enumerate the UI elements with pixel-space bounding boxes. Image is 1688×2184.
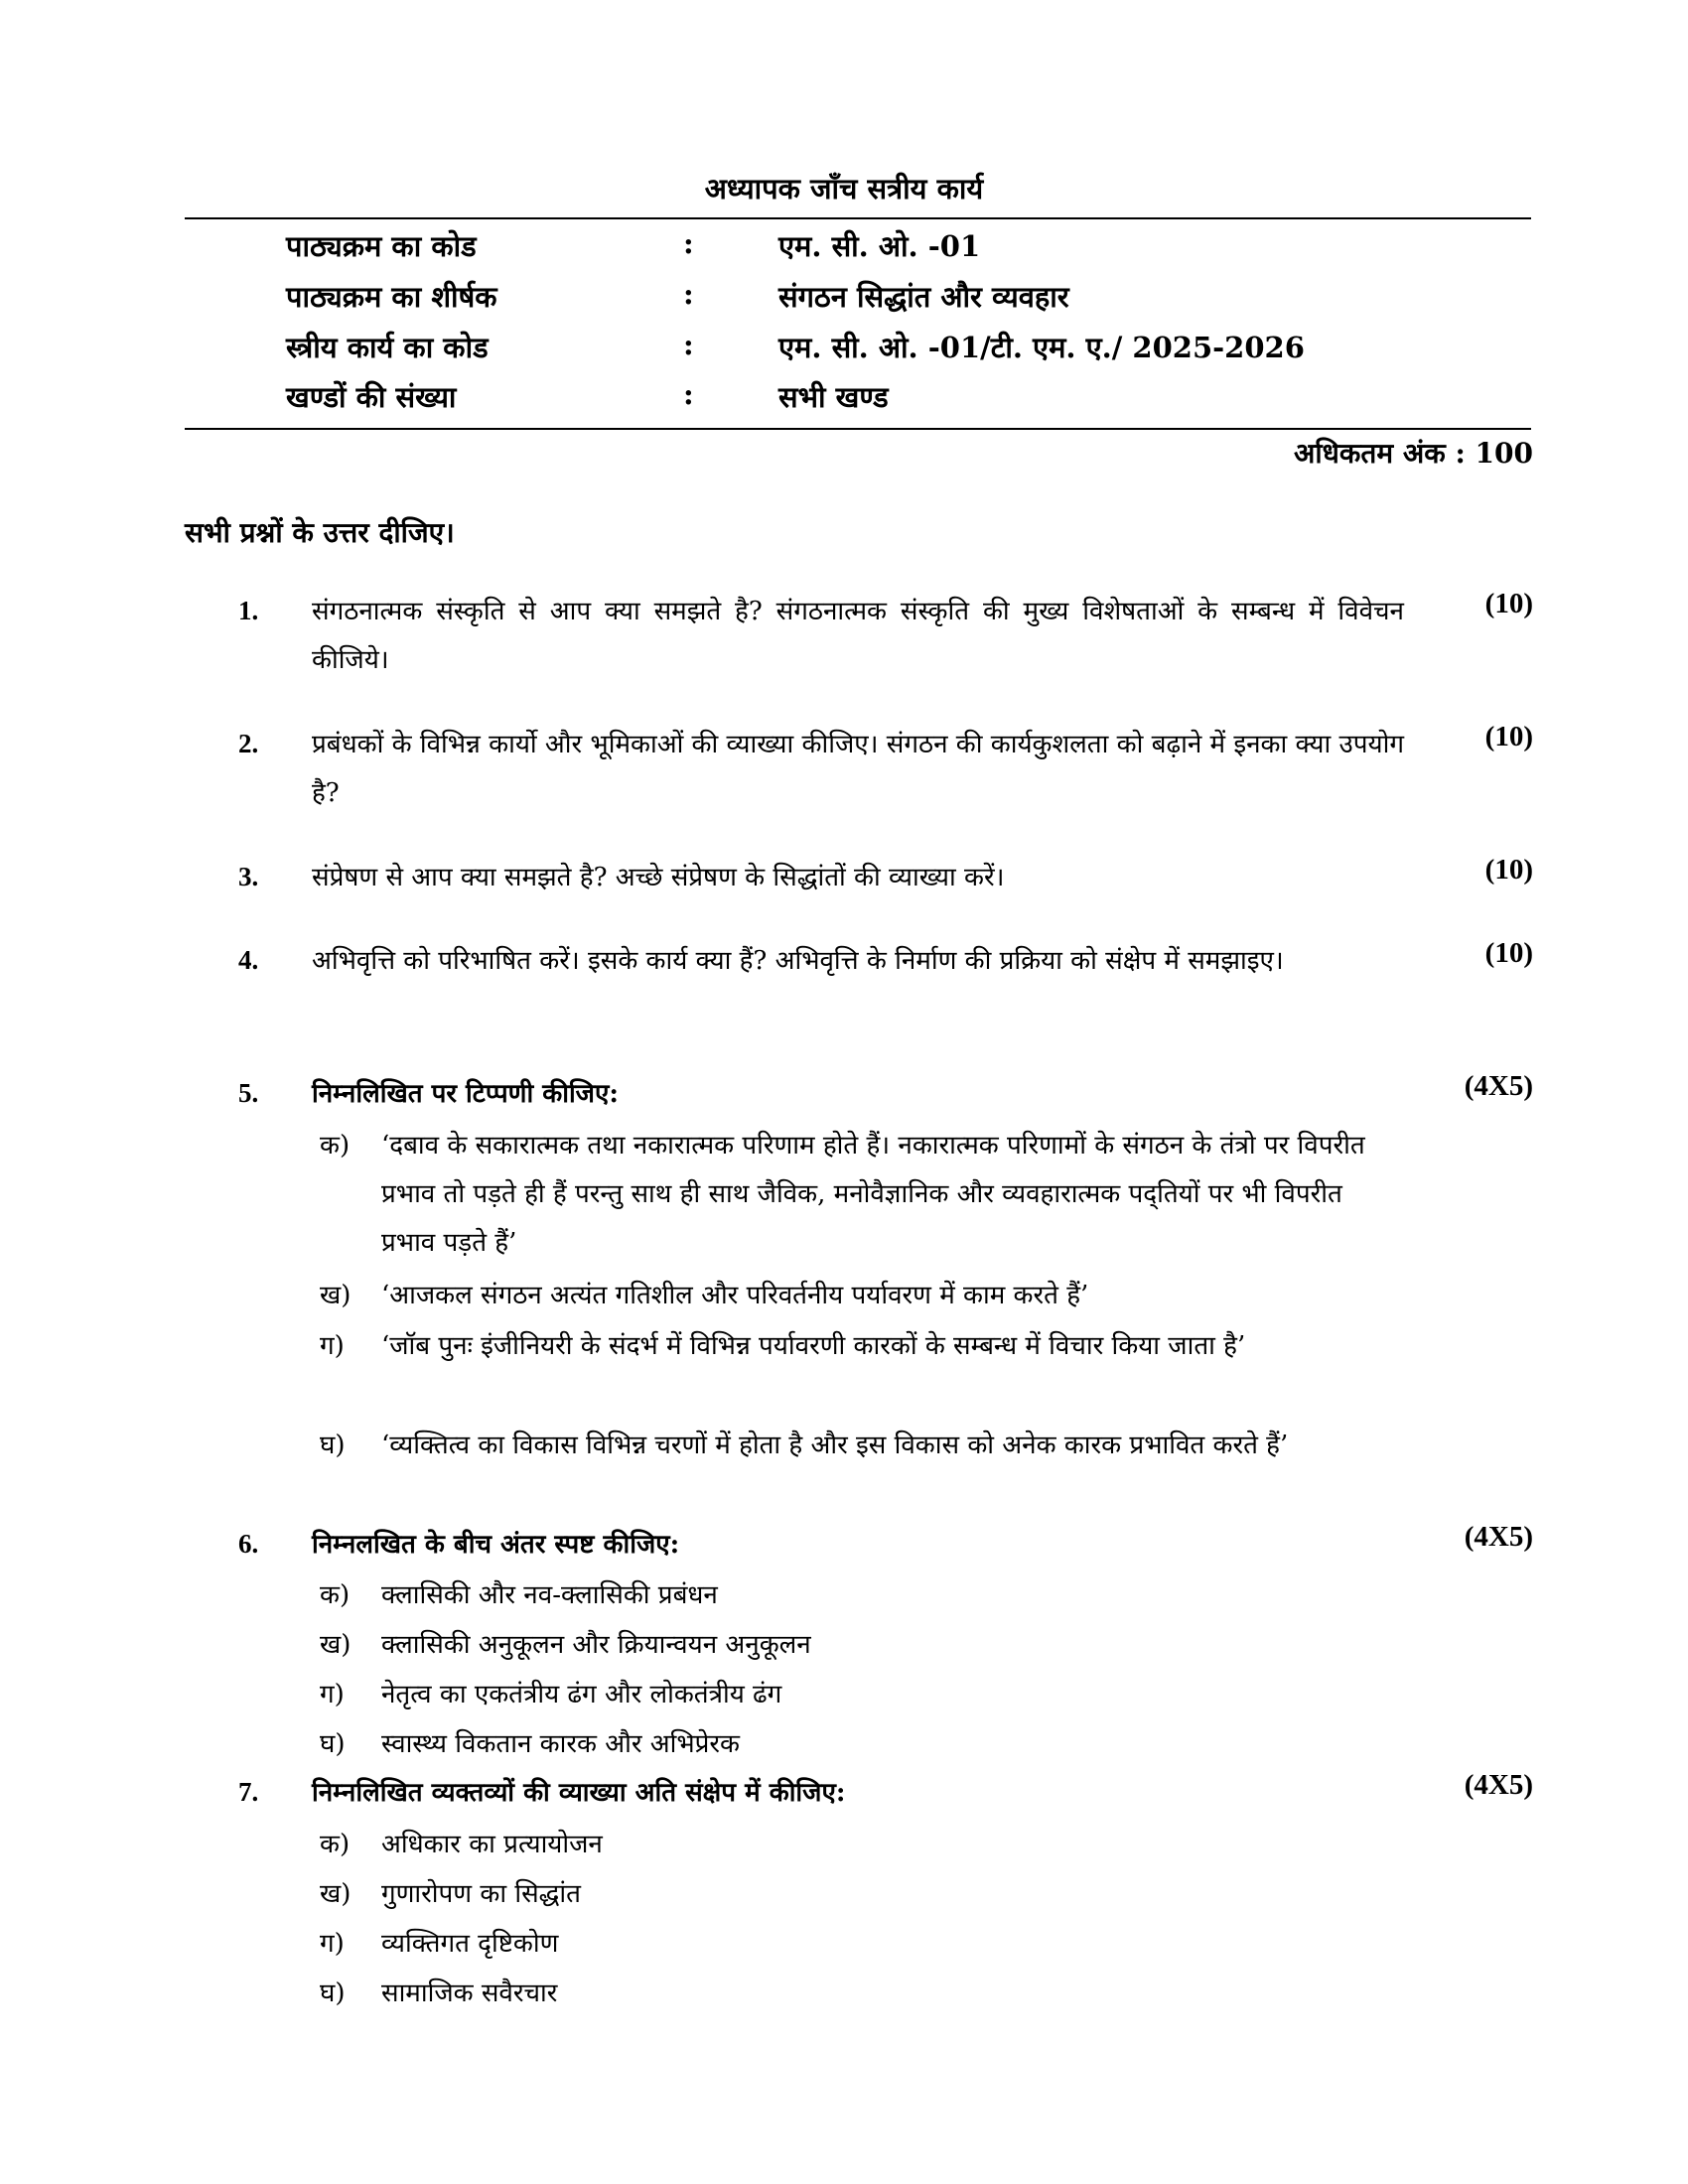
sub-question-label: घ): [320, 1729, 346, 1759]
question-text: निम्नलिखित पर टिप्पणी कीजिए:: [312, 1079, 619, 1109]
max-marks: अधिकतम अंक : 100: [1294, 437, 1533, 470]
question-marks: (4X5): [1464, 1521, 1533, 1553]
question-marks: (10): [1484, 721, 1533, 752]
bottom-divider: [185, 428, 1531, 430]
question-number: 6.: [238, 1529, 259, 1559]
sub-question-text: स्वास्थ्य विकतान कारक और अभिप्रेरक: [381, 1729, 741, 1759]
question-text: प्रबंधकों के विभिन्न कार्यो और भूमिकाओं की व्याख्या कीजिए। संगठन की कार्यकुशलता को बढ़ाने में इनका क्या उपयोग है?: [312, 730, 1404, 808]
sub-question-text: क्लासिकी और नव-क्लासिकी प्रबंधन: [381, 1580, 718, 1610]
assignment-code-value: एम. सी. ओ. -01/टी. एम. ए./ 2025-2026: [778, 331, 1305, 364]
question-text: निम्नलखित के बीच अंतर स्पष्ट कीजिए:: [312, 1530, 680, 1560]
sub-question-label: क): [320, 1830, 351, 1859]
course-code-value: एम. सी. ओ. -01: [778, 229, 981, 263]
assignment-code-separator: :: [683, 328, 694, 361]
blocks-separator: :: [683, 377, 694, 411]
question-marks: (4X5): [1464, 1070, 1533, 1102]
question-marks: (10): [1484, 937, 1533, 969]
sub-question-label: घ): [320, 1431, 346, 1460]
course-title-label: पाठ्यक्रम का शीर्षक: [286, 280, 497, 314]
question-marks: (4X5): [1464, 1769, 1533, 1801]
sub-question-label: ख): [320, 1630, 352, 1660]
sub-question-label: क): [320, 1580, 351, 1610]
instruction: सभी प्रश्नों के उत्तर दीजिए।: [185, 516, 455, 549]
question-number: 7.: [238, 1777, 259, 1807]
question-number: 4.: [238, 945, 259, 975]
sub-question-label: ख): [320, 1879, 352, 1909]
sub-question-label: ग): [320, 1331, 345, 1361]
course-title-separator: :: [683, 277, 694, 311]
course-code-label: पाठ्यक्रम का कोड: [286, 229, 477, 263]
sub-question-text: ‘दबाव के सकारात्मक तथा नकारात्मक परिणाम होते हैं। नकारात्मक परिणामों के संगठन के तंत्रो पर विपरीत प्रभाव तो पड़ते ही हैं परन्तु साथ ही साथ जैविक, मनोवैज्ञानिक और व्यवहारात्मक पद्तियों पर भी विपरीत प्रभाव पड़ते हैं’: [381, 1131, 1365, 1258]
sub-question-label: ख): [320, 1281, 352, 1310]
blocks-label: खण्डों की संख्या: [286, 380, 457, 414]
question-number: 3.: [238, 862, 259, 891]
sub-question-label: ग): [320, 1680, 345, 1709]
question-number: 2.: [238, 729, 259, 758]
question-number: 5.: [238, 1078, 259, 1108]
question-marks: (10): [1484, 588, 1533, 619]
sub-question-text: अधिकार का प्रत्यायोजन: [381, 1830, 603, 1859]
sub-question-text: व्यक्तिगत दृष्टिकोण: [381, 1929, 559, 1959]
question-number: 1.: [238, 596, 259, 625]
sub-question-label: ग): [320, 1929, 345, 1959]
sub-question-label: क): [320, 1131, 351, 1160]
sub-question-text: सामाजिक सवैरचार: [381, 1979, 558, 2008]
course-title-value: संगठन सिद्धांत और व्यवहार: [778, 280, 1069, 314]
sub-question-text: ‘जॉब पुनः इंजीनियरी के संदर्भ में विभिन्न पर्यावरणी कारकों के सम्बन्ध में विचार किया जाता है’: [381, 1331, 1246, 1361]
sub-question-text: ‘व्यक्तित्व का विकास विभिन्न चरणों में होता है और इस विकास को अनेक कारक प्रभावित करते हैं’: [381, 1431, 1289, 1460]
sub-question-text: नेतृत्व का एकतंत्रीय ढंग और लोकतंत्रीय ढंग: [381, 1680, 782, 1709]
sub-question-label: घ): [320, 1979, 346, 2008]
blocks-value: सभी खण्ड: [778, 380, 889, 414]
question-text: संगठनात्मक संस्कृति से आप क्या समझते है? संगठनात्मक संस्कृति की मुख्य विशेषताओं के सम्बन्ध में विवेचन कीजिये।: [312, 597, 1404, 675]
top-divider: [185, 217, 1531, 219]
question-text: अभिवृत्ति को परिभाषित करें। इसके कार्य क्या हैं? अभिवृत्ति के निर्माण की प्रक्रिया को संक्षेप में समझाइए।: [312, 946, 1284, 976]
sub-question-text: गुणारोपण का सिद्धांत: [381, 1879, 581, 1909]
sub-question-text: ‘आजकल संगठन अत्यंत गतिशील और परिवर्तनीय पर्यावरण में काम करते हैं’: [381, 1281, 1089, 1310]
question-marks: (10): [1484, 854, 1533, 886]
question-text: निम्नलिखित व्यक्तव्यों की व्याख्या अति संक्षेप में कीजिए:: [312, 1778, 846, 1808]
question-text: संप्रेषण से आप क्या समझते है? अच्छे संप्रेषण के सिद्धांतों की व्याख्या करें।: [312, 863, 1005, 892]
sub-question-text: क्लासिकी अनुकूलन और क्रियान्वयन अनुकूलन: [381, 1630, 811, 1660]
assignment-code-label: स्त्रीय कार्य का कोड: [286, 331, 489, 364]
course-code-separator: :: [683, 226, 694, 260]
document-title: अध्यापक जाँच सत्रीय कार्य: [704, 172, 984, 205]
